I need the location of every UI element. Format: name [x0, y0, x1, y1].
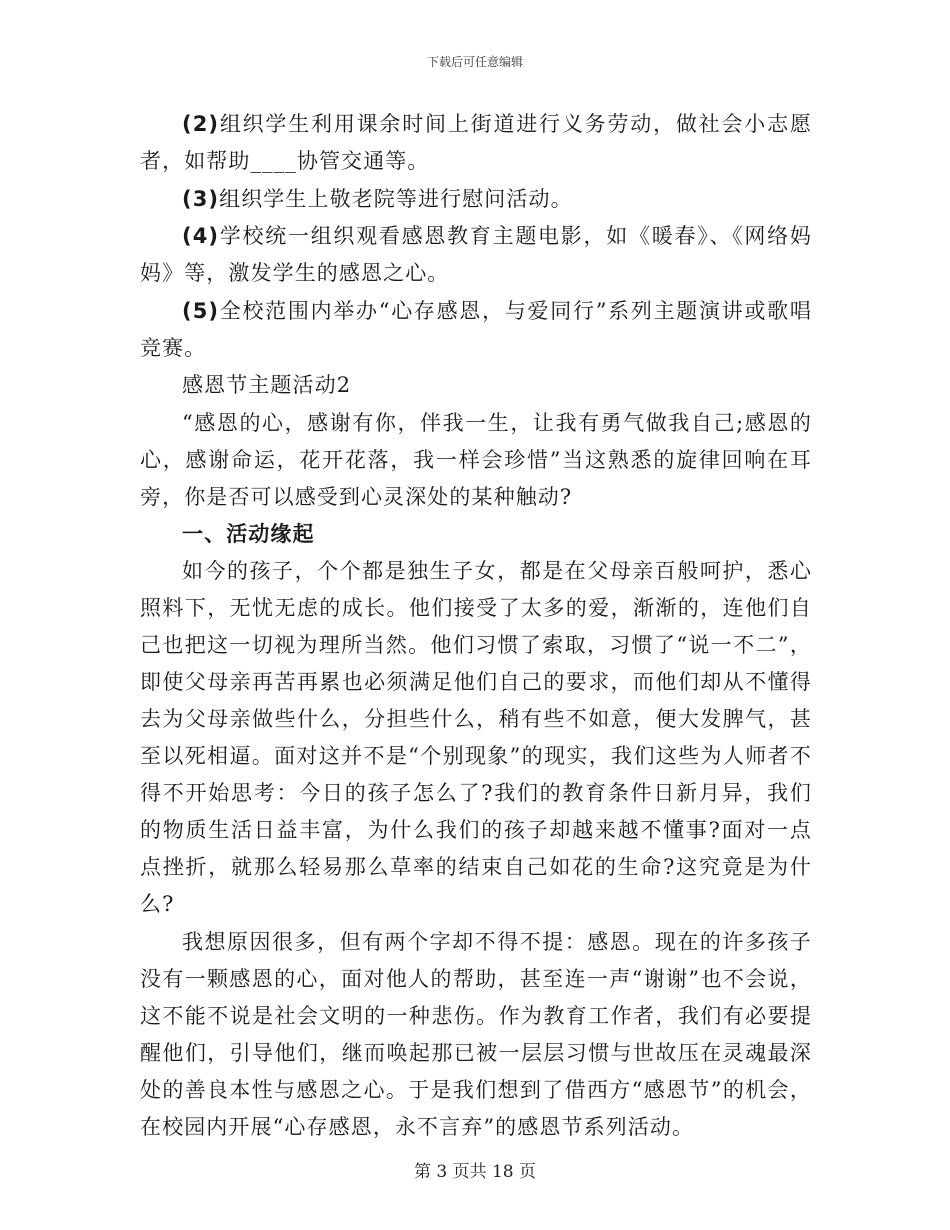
document-body [140, 106, 812, 1146]
item-number: (2) [182, 112, 220, 136]
item-number: (3) [182, 186, 220, 211]
item-text: 组织学生利用课余时间上街道进行义务劳动，做社会小志愿者，如帮助____协管交通等。 [140, 112, 812, 173]
item-text: 全校范围内举办“心存感恩，与爱同行”系列主题演讲或歌唱竞赛。 [140, 298, 812, 360]
list-item-4 [140, 218, 812, 292]
body-paragraph-1: 如今的孩子，个个都是独生子女，都是在父母亲百般呵护，悉心照料下，无忧无虑的成长。他们接受了太多的爱，渐渐的，连他们自己也把这一切视为理所当然。他们习惯了索取，习惯了“说一不二”，即使父母亲再苦再累也必须满足他们自己的要求，而他们却从不懂得去为父母亲做些什么，分担些什么，稍有些不如意，便大发脾气，甚至以死相逼。面对这并不是“个别现象”的现实，我们这些为人师者不得不开始思考：今日的孩子怎么了?我们的教育条件日新月异，我们的物质生活日益丰富，为什么我们的孩子却越来越不懂事?面对一点点挫折，就那么轻易那么草率的结束自己如花的生命?这究竟是为什么? [140, 559, 812, 916]
list-item-3 [140, 181, 812, 218]
body-paragraph-2: 我想原因很多，但有两个字却不得不提：感恩。现在的许多孩子没有一颗感恩的心，面对他人的帮助，甚至连一声“谢谢”也不会说，这不能不说是社会文明的一种悲伤。作为教育工作者，我们有必要提醒他们，引导他们，继而唤起那已被一层层习惯与世故压在灵魂最深处的善良本性与感恩之心。于是我们想到了借西方“感恩节”的机会，在校园内开展“心存感恩，永不言弃”的感恩节系列活动。 [140, 929, 812, 1139]
page-number: 第 3 页共 18 页 [413, 1162, 537, 1182]
item-text: 组织学生上敬老院等进行慰问活动。 [219, 186, 573, 211]
item-number: (4) [182, 224, 220, 248]
list-item-5 [140, 293, 812, 367]
list-item-2 [140, 106, 812, 180]
section-heading: 一、活动缘起 [182, 522, 315, 546]
section-title: 感恩节主题活动2 [182, 373, 352, 397]
quote-paragraph: “感恩的心，感谢有你，伴我一生，让我有勇气做我自己;感恩的心，感谢命运，花开花落，我一样会珍惜”当这熟悉的旋律回响在耳旁，你是否可以感受到心灵深处的某种触动? [140, 410, 812, 509]
item-number: (5) [182, 298, 220, 323]
item-text: 学校统一组织观看感恩教育主题电影，如《暖春》、《网络妈妈》等，激发学生的感恩之心。 [140, 224, 812, 285]
page-header-note: 下载后可任意编辑 [426, 55, 523, 69]
